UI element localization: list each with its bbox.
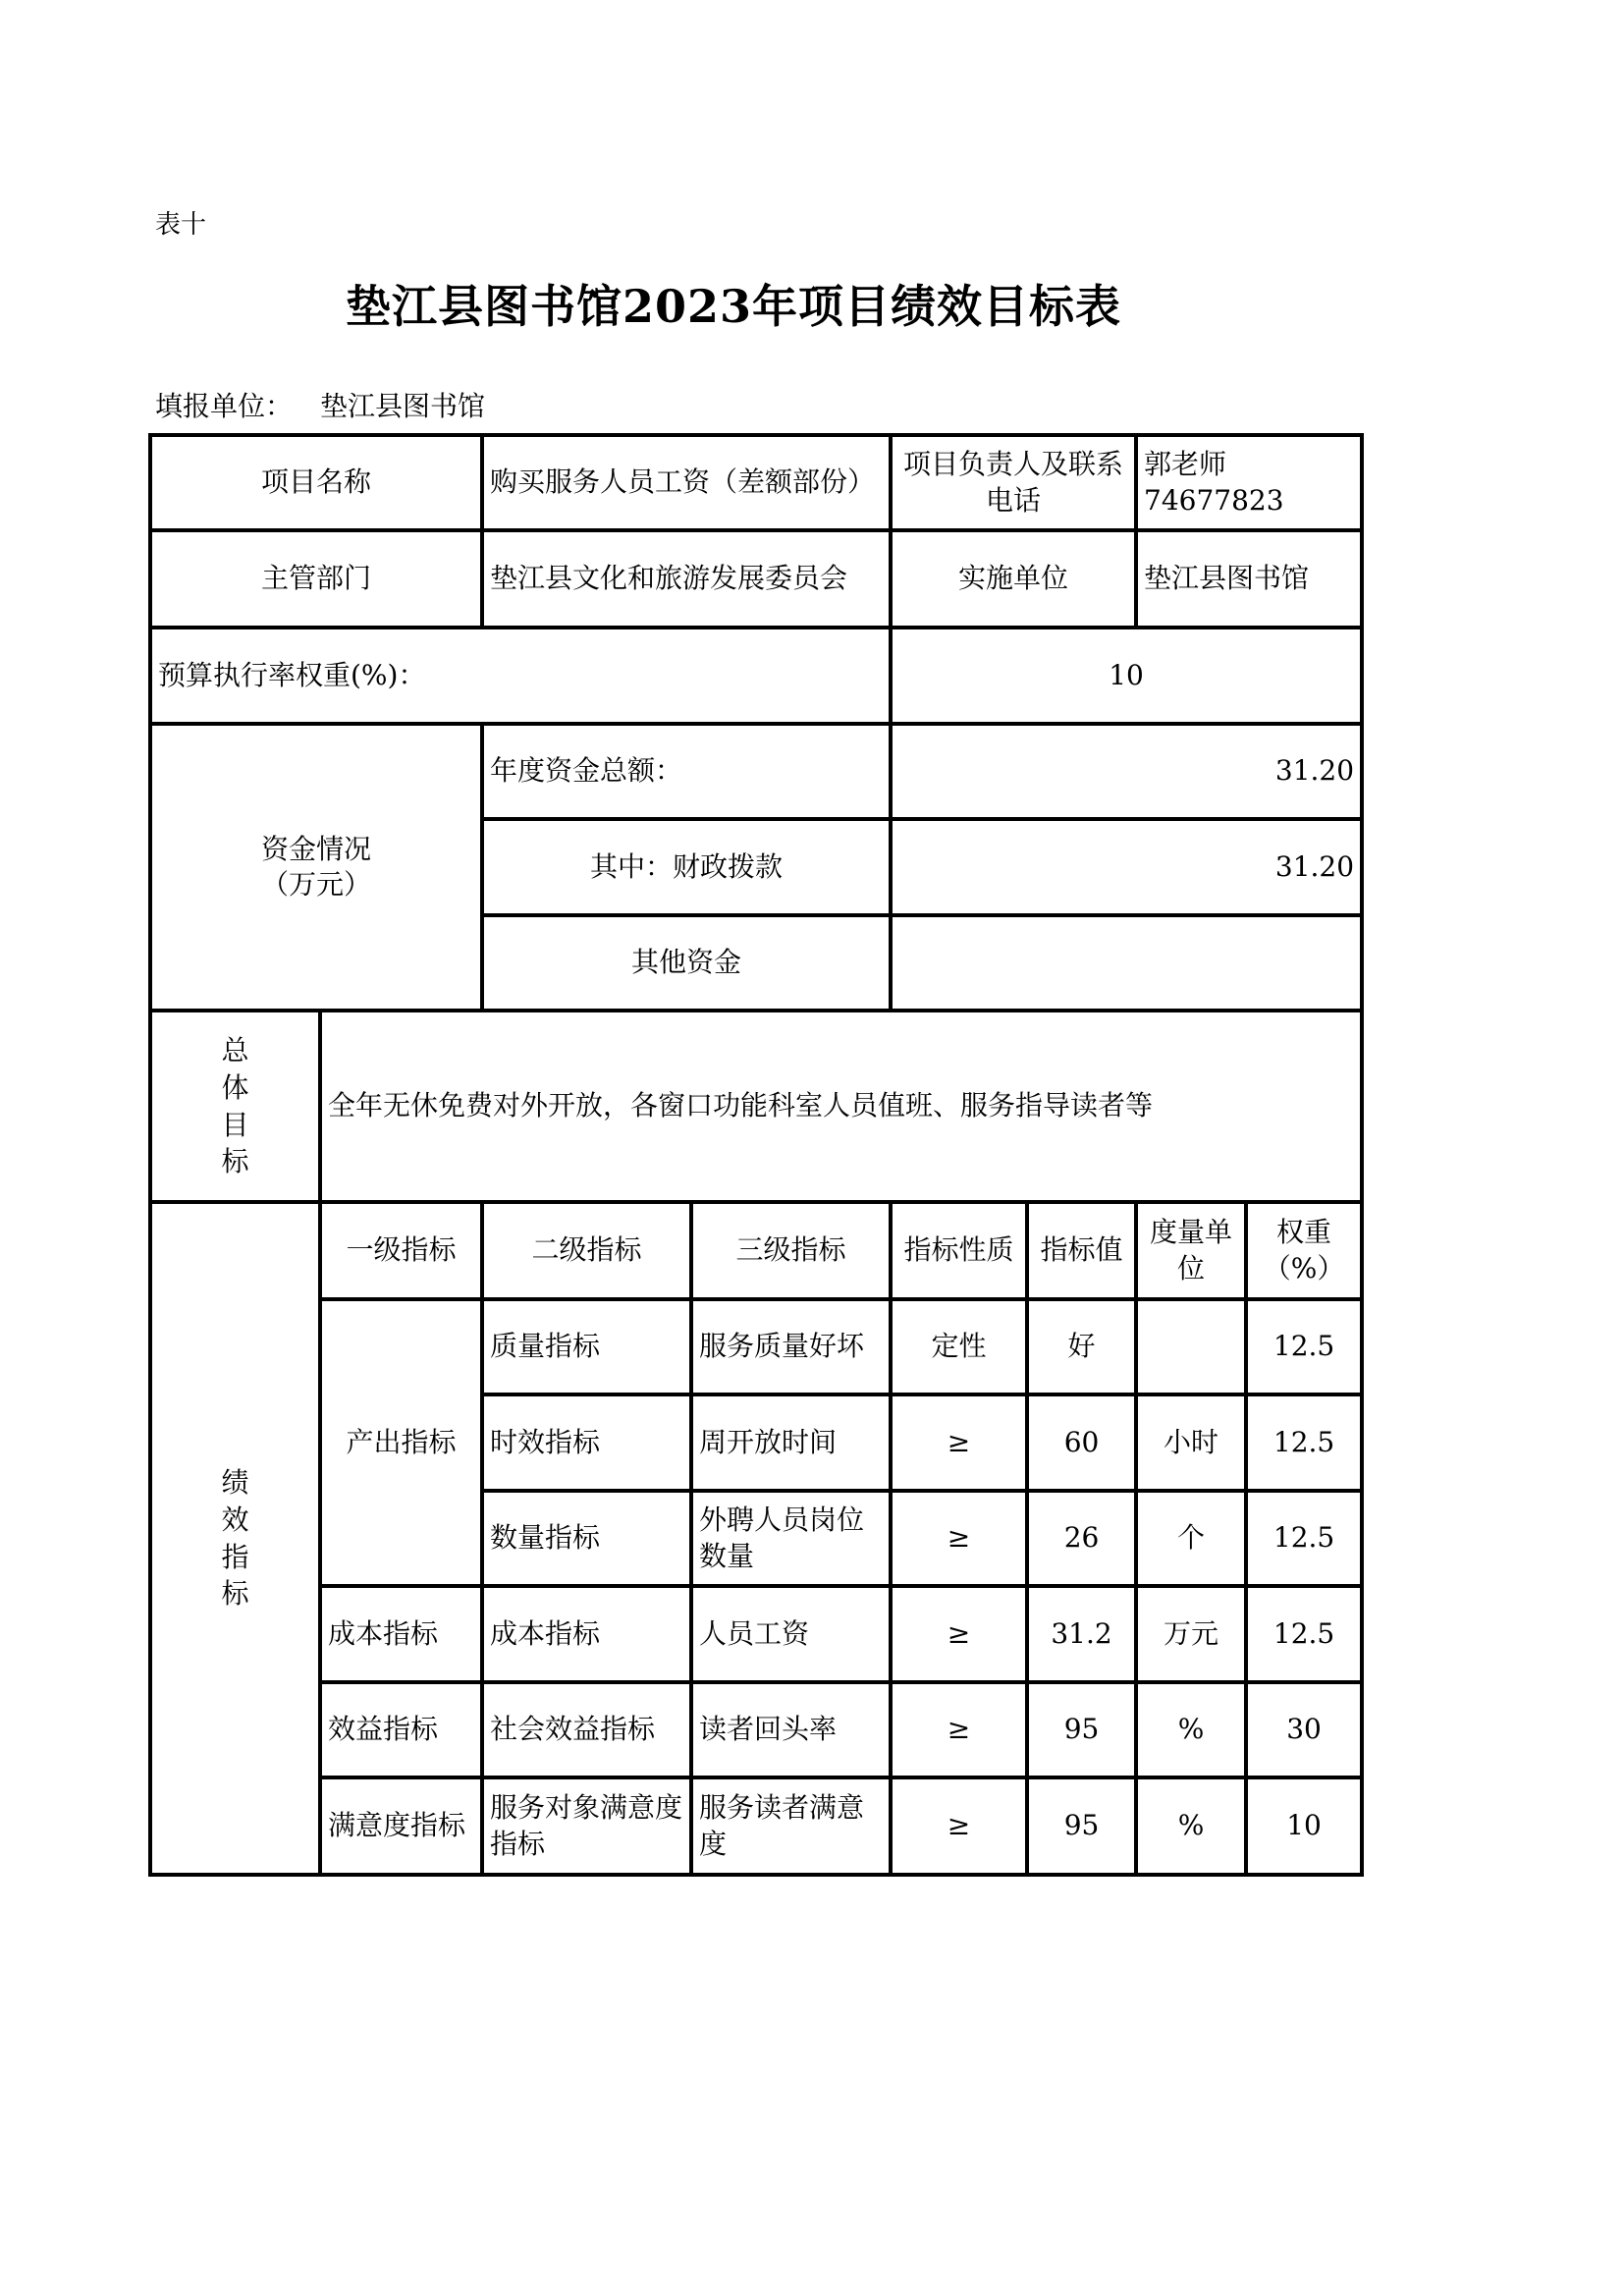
table-row <box>150 1777 1362 1875</box>
unit-cell <box>1136 1299 1246 1394</box>
nature-cell: ≥ <box>891 1491 1027 1586</box>
contact-phone: 74677823 <box>1144 483 1284 517</box>
level3-cell: 人员工资 <box>691 1586 891 1682</box>
filler-label: 填报单位： <box>155 390 294 422</box>
goal-label-char: 目 <box>221 1108 249 1141</box>
level3-cell: 周开放时间 <box>691 1394 891 1491</box>
level2-cell: 质量指标 <box>482 1299 691 1394</box>
indicators-label-char: 绩 <box>221 1465 249 1499</box>
value-cell: 60 <box>1027 1394 1136 1491</box>
document-title-text: 垫江县图书馆2023年项目绩效目标表 <box>345 280 1122 333</box>
funds-total-value: 31.20 <box>891 724 1362 819</box>
level1-cell: 满意度指标 <box>320 1777 482 1875</box>
contact-label: 项目负责人及联系电话 <box>891 435 1136 530</box>
budget-weight-label: 预算执行率权重(%)： <box>150 628 891 724</box>
impl-label: 实施单位 <box>891 530 1136 628</box>
dept-value: 垫江县文化和旅游发展委员会 <box>482 530 891 628</box>
filler-unit <box>155 385 485 424</box>
indicators-label-char: 标 <box>221 1577 249 1611</box>
nature-cell: ≥ <box>891 1586 1027 1682</box>
value-cell: 26 <box>1027 1491 1136 1586</box>
header-weight: 权重（%） <box>1246 1202 1362 1299</box>
nature-cell: ≥ <box>891 1777 1027 1875</box>
table-row <box>150 1682 1362 1777</box>
contact-name: 郭老师 <box>1144 448 1227 481</box>
level3-cell: 服务读者满意度 <box>691 1777 891 1875</box>
unit-cell: % <box>1136 1682 1246 1777</box>
filler-value: 垫江县图书馆 <box>320 390 486 422</box>
funds-unit: （万元） <box>261 868 372 901</box>
dept-label: 主管部门 <box>150 530 482 628</box>
project-name-value: 购买服务人员工资（差额部份） <box>482 435 891 530</box>
performance-target-table <box>148 433 1364 1877</box>
unit-cell: % <box>1136 1777 1246 1875</box>
level1-cell: 产出指标 <box>320 1299 482 1586</box>
contact-value <box>1136 435 1362 530</box>
indicators-label-char: 效 <box>221 1503 249 1536</box>
level2-cell: 服务对象满意度指标 <box>482 1777 691 1875</box>
funds-other-value <box>891 915 1362 1011</box>
value-cell: 95 <box>1027 1682 1136 1777</box>
weight-cell: 10 <box>1246 1777 1362 1875</box>
unit-cell: 万元 <box>1136 1586 1246 1682</box>
project-name-label: 项目名称 <box>150 435 482 530</box>
level1-cell: 效益指标 <box>320 1682 482 1777</box>
funds-other-label: 其他资金 <box>482 915 891 1011</box>
nature-cell: 定性 <box>891 1299 1027 1394</box>
impl-value: 垫江县图书馆 <box>1136 530 1362 628</box>
funds-fiscal-label: 其中：财政拨款 <box>482 819 891 915</box>
weight-cell: 12.5 <box>1246 1299 1362 1394</box>
level2-cell: 时效指标 <box>482 1394 691 1491</box>
table-row <box>150 1586 1362 1682</box>
value-cell: 好 <box>1027 1299 1136 1394</box>
weight-cell: 12.5 <box>1246 1586 1362 1682</box>
goal-label <box>150 1011 320 1202</box>
weight-cell: 30 <box>1246 1682 1362 1777</box>
funds-fiscal-value: 31.20 <box>891 819 1362 915</box>
nature-cell: ≥ <box>891 1682 1027 1777</box>
document-title <box>0 271 1624 336</box>
level3-cell: 服务质量好坏 <box>691 1299 891 1394</box>
header-nature: 指标性质 <box>891 1202 1027 1299</box>
unit-cell: 小时 <box>1136 1394 1246 1491</box>
weight-cell: 12.5 <box>1246 1394 1362 1491</box>
level1-cell: 成本指标 <box>320 1586 482 1682</box>
indicators-label <box>150 1202 320 1875</box>
weight-cell: 12.5 <box>1246 1491 1362 1586</box>
unit-cell: 个 <box>1136 1491 1246 1586</box>
header-level1: 一级指标 <box>320 1202 482 1299</box>
goal-label-char: 标 <box>221 1145 249 1178</box>
header-value: 指标值 <box>1027 1202 1136 1299</box>
header-level2: 二级指标 <box>482 1202 691 1299</box>
table-number: 表十 <box>155 210 207 240</box>
table-row <box>150 1299 1362 1394</box>
funds-label-text: 资金情况 <box>261 832 372 865</box>
nature-cell: ≥ <box>891 1394 1027 1491</box>
level3-cell: 读者回头率 <box>691 1682 891 1777</box>
level2-cell: 社会效益指标 <box>482 1682 691 1777</box>
goal-text: 全年无休免费对外开放，各窗口功能科室人员值班、服务指导读者等 <box>320 1011 1362 1202</box>
level3-cell: 外聘人员岗位数量 <box>691 1491 891 1586</box>
funds-total-label: 年度资金总额： <box>482 724 891 819</box>
header-level3: 三级指标 <box>691 1202 891 1299</box>
funds-label <box>150 724 482 1011</box>
level2-cell: 数量指标 <box>482 1491 691 1586</box>
level2-cell: 成本指标 <box>482 1586 691 1682</box>
header-unit: 度量单位 <box>1136 1202 1246 1299</box>
value-cell: 95 <box>1027 1777 1136 1875</box>
value-cell: 31.2 <box>1027 1586 1136 1682</box>
indicators-label-char: 指 <box>221 1540 249 1573</box>
goal-label-char: 体 <box>221 1070 249 1104</box>
budget-weight-value: 10 <box>891 628 1362 724</box>
goal-label-char: 总 <box>221 1033 249 1066</box>
